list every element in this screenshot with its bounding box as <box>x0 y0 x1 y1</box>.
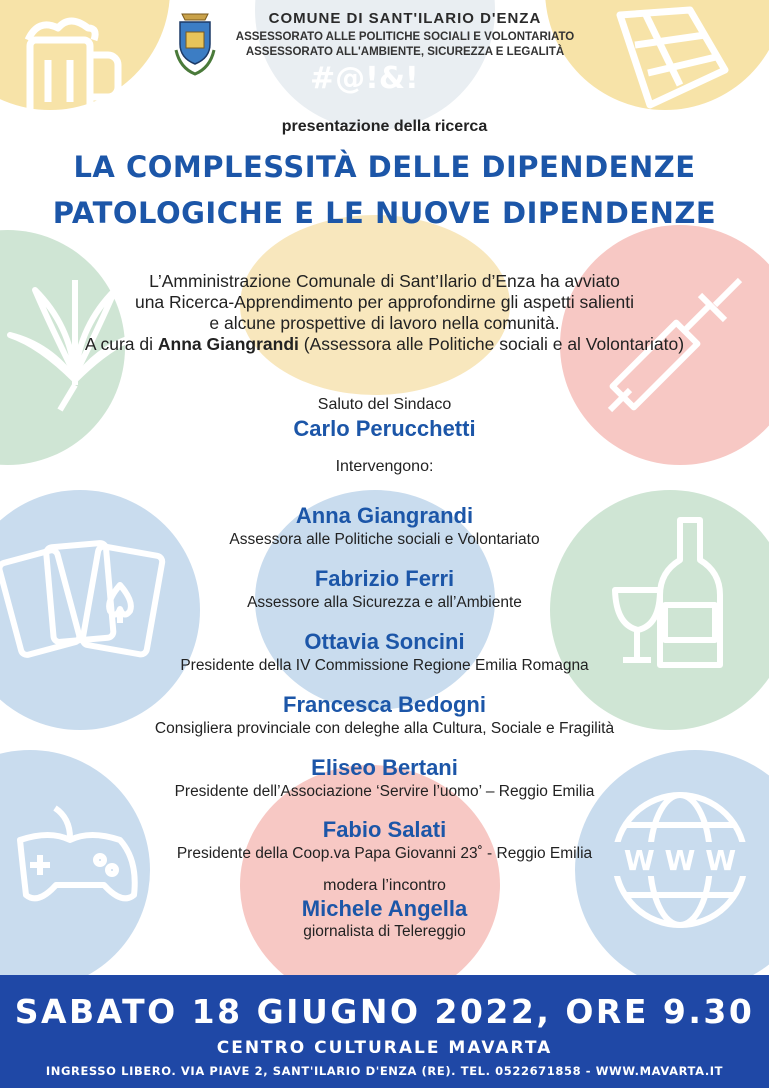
speaker-role: Presidente della Coop.va Papa Giovanni 23˚ - Reggio Emilia <box>176 845 593 862</box>
speaker-name: Francesca Bedogni <box>283 692 486 717</box>
speaker-role: Assessore alla Sicurezza e all’Ambiente <box>247 594 522 611</box>
office-social-policies: ASSESSORATO ALLE POLITICHE SOCIALI E VOLONTARIATO <box>235 31 575 43</box>
greeting-label: Saluto del Sindaco <box>317 396 452 413</box>
symbols-icon-text: #@!&! <box>310 61 419 96</box>
event-venue: CENTRO CULTURALE MAVARTA <box>216 1038 553 1058</box>
office-environment-security: ASSESSORATO ALL'AMBIENTE, SICUREZZA E LEGALITÀ <box>245 46 565 58</box>
speaker-name: Eliseo Bertani <box>311 755 458 780</box>
event-date-time: SABATO 18 GIUGNO 2022, ORE 9.30 <box>14 992 755 1031</box>
intro-line-4 <box>0 333 769 355</box>
speaker-name: Ottavia Soncini <box>304 629 465 654</box>
presentation-label: presentazione della ricerca <box>281 118 488 135</box>
speaker-role: Consigliera provinciale con deleghe alla Cultura, Sociale e Fragilità <box>154 720 615 737</box>
speaker-name: Fabio Salati <box>322 817 447 842</box>
event-info: INGRESSO LIBERO. VIA PIAVE 2, SANT'ILARIO D'ENZA (RE). TEL. 0522671858 - WWW.MAVARTA.IT <box>45 1064 724 1078</box>
intro-line-3: e alcune prospettive di lavoro nella comunità. <box>209 313 560 333</box>
municipality-name: COMUNE DI SANT'ILARIO D'ENZA <box>268 10 542 27</box>
moderator-label: modera l’incontro <box>323 877 446 894</box>
speaker-role: Assessora alle Politiche sociali e Volontariato <box>229 531 540 548</box>
speakers-label: Intervengono: <box>335 458 434 475</box>
event-footer <box>0 975 769 1088</box>
speaker-name: Anna Giangrandi <box>295 503 474 528</box>
municipal-crest-icon <box>172 10 218 76</box>
moderator-role: giornalista di Telereggio <box>303 923 466 940</box>
title-line-2: PATOLOGICHE E LE NUOVE DIPENDENZE <box>52 196 717 230</box>
speaker-role: Presidente dell’Associazione ‘Servire l’uomo’ – Reggio Emilia <box>174 783 595 800</box>
speaker-name: Fabrizio Ferri <box>314 566 455 591</box>
title-line-1: LA COMPLESSITÀ DELLE DIPENDENZE <box>73 150 696 184</box>
intro-line-2: una Ricerca-Apprendimento per approfondirne gli aspetti salienti <box>134 292 635 312</box>
speaker-role: Presidente della IV Commissione Regione Emilia Romagna <box>180 657 589 674</box>
globe-www-text: W W W <box>623 844 737 877</box>
intro-curator-name: Anna Giangrandi <box>157 334 299 354</box>
mayor-name: Carlo Perucchetti <box>293 416 476 441</box>
intro-curated-prefix: A cura di <box>84 334 158 354</box>
moderator-name: Michele Angella <box>301 896 468 921</box>
intro-line-1: L’Amministrazione Comunale di Sant’Ilario d’Enza ha avviato <box>149 271 620 291</box>
intro-curator-role: (Assessora alle Politiche sociali e al Volontariato) <box>298 334 685 354</box>
